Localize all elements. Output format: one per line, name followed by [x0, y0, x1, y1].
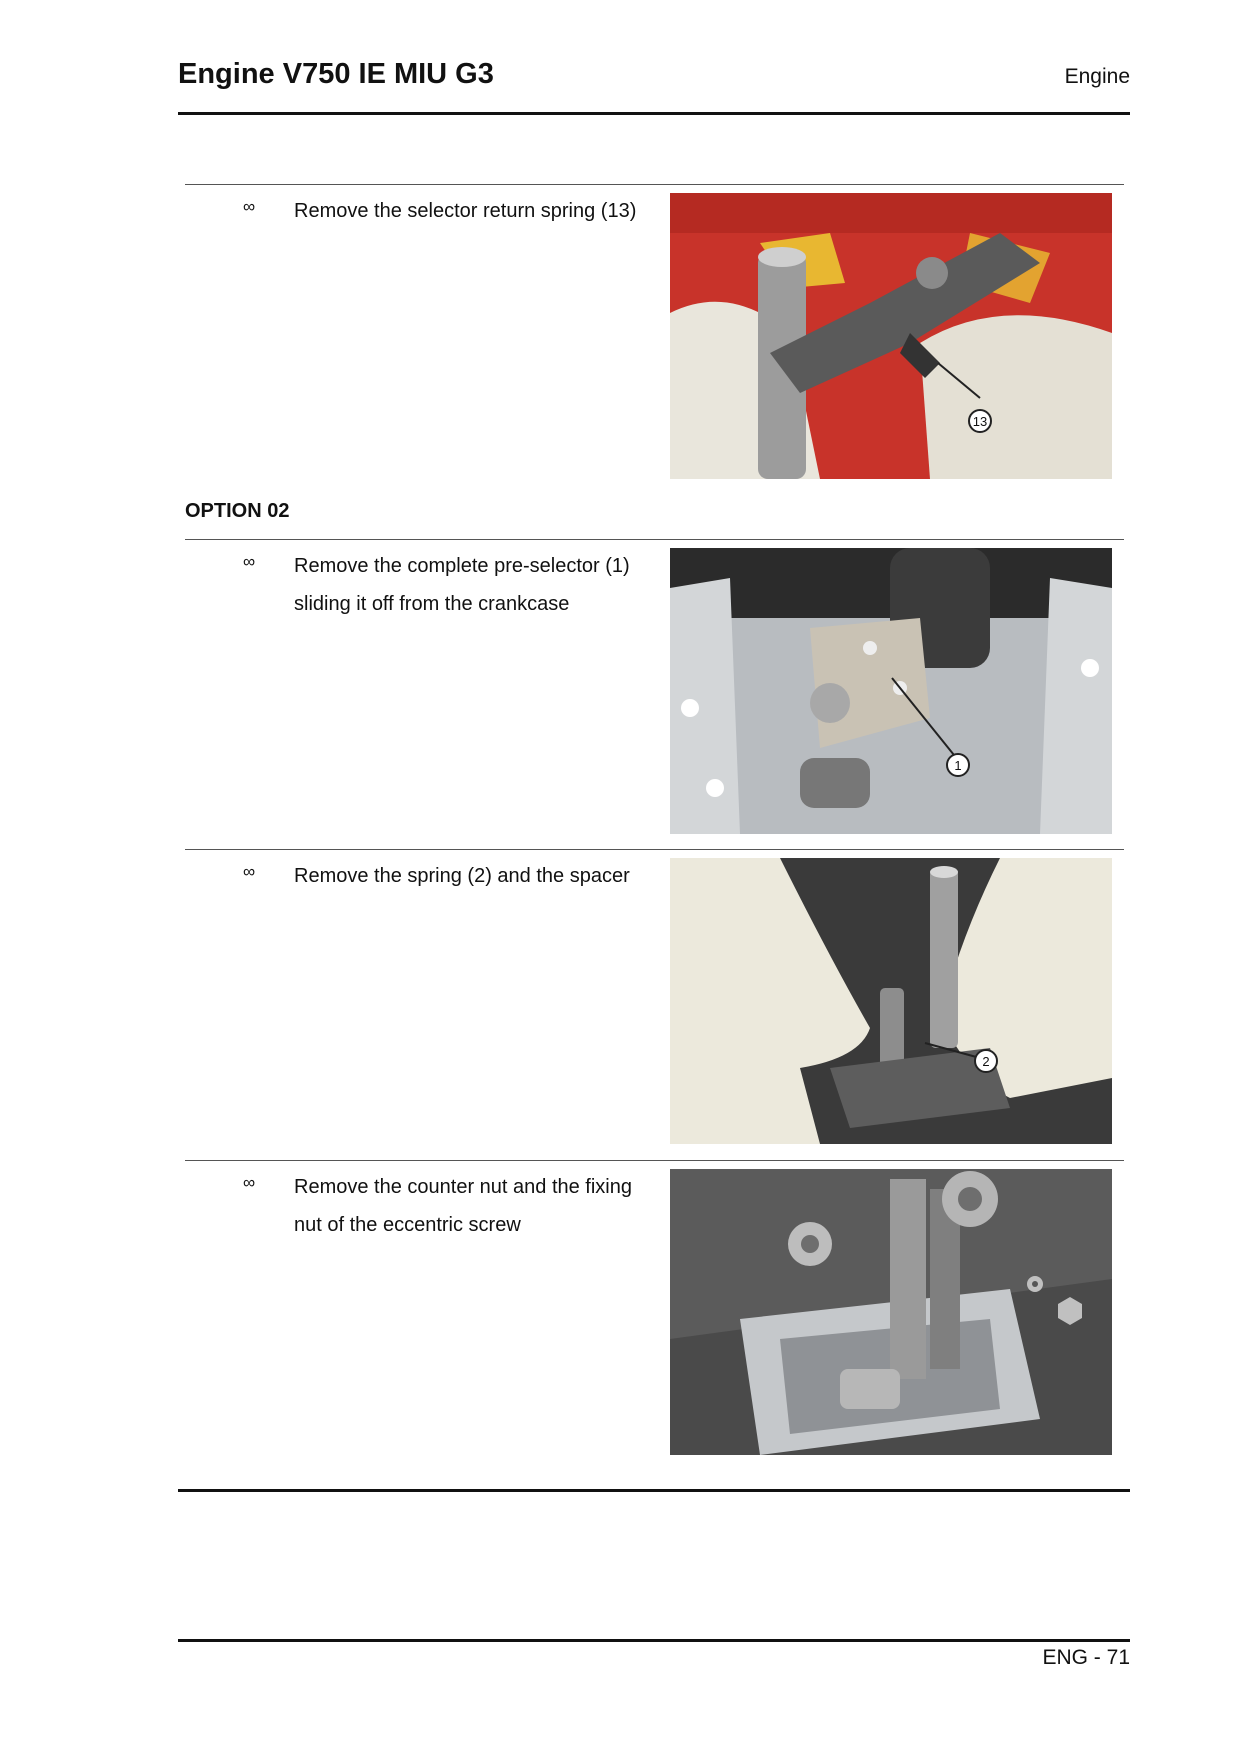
callout-2: 2 — [982, 1054, 990, 1069]
callout-13: 13 — [972, 414, 988, 429]
bullet-icon: ∞ — [243, 552, 256, 571]
bullet-icon: ∞ — [243, 1173, 256, 1192]
footer-divider — [178, 1639, 1130, 1642]
document-title: Engine V750 IE MIU G3 — [178, 58, 494, 90]
step-row — [185, 1160, 1124, 1467]
bullet-icon: ∞ — [243, 862, 256, 881]
step-row — [185, 849, 1124, 1156]
section-name: Engine — [1064, 65, 1130, 88]
step-text: Remove the complete pre-selector (1) sliding it off from the crankcase — [294, 555, 630, 615]
photo-spring-and-spacer — [670, 858, 1112, 1144]
page-header — [178, 52, 1130, 115]
step-text: Remove the spring (2) and the spacer — [294, 865, 630, 887]
callout-1: 1 — [954, 758, 962, 773]
content-end-divider — [178, 1489, 1130, 1492]
step-text: Remove the selector return spring (13) — [294, 200, 637, 222]
photo-selector-return-spring — [670, 193, 1112, 479]
step-text: Remove the counter nut and the fixing nut of the eccentric screw — [294, 1176, 632, 1236]
step-row — [185, 539, 1124, 846]
photo-counter-nut-eccentric-screw — [670, 1169, 1112, 1455]
photo-pre-selector — [670, 548, 1112, 834]
step-row — [185, 184, 1124, 491]
page-number: ENG - 71 — [1042, 1646, 1130, 1669]
bullet-icon: ∞ — [243, 197, 256, 216]
option-label: OPTION 02 — [185, 500, 290, 522]
